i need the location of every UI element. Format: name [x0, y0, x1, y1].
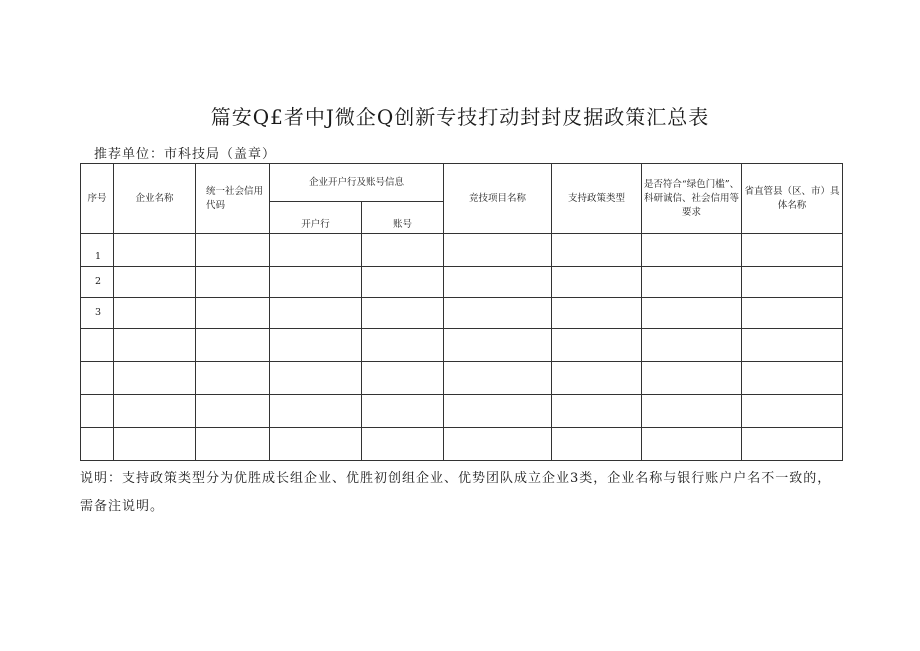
- table-header-row: [81, 164, 843, 202]
- summary-table: [80, 163, 843, 461]
- cell: [270, 329, 362, 362]
- cell: [196, 298, 270, 329]
- cell: [444, 428, 552, 461]
- cell: [114, 298, 196, 329]
- cell: [362, 234, 444, 267]
- table-row: [81, 267, 843, 298]
- row-seq: 1: [81, 234, 114, 267]
- document-title: 篇安Q£者中J微企Q创新专技打动封封皮据政策汇总表: [210, 105, 710, 129]
- cell: [362, 395, 444, 428]
- cell: [362, 298, 444, 329]
- header-account: 账号: [362, 202, 444, 234]
- header-bank: 开户行: [270, 202, 362, 234]
- cell: [444, 362, 552, 395]
- cell: [444, 329, 552, 362]
- cell: [642, 298, 742, 329]
- cell: [552, 298, 642, 329]
- cell: [444, 298, 552, 329]
- cell: [742, 428, 843, 461]
- table-row: [81, 234, 843, 267]
- cell: [552, 428, 642, 461]
- note-text: 说明：支持政策类型分为优胜成长组企业、优胜初创组企业、优势团队成立企业3类，企业名称与银行账户户名不一致的，需备注说明。: [80, 471, 832, 514]
- cell: [114, 395, 196, 428]
- cell: [270, 234, 362, 267]
- cell: [196, 395, 270, 428]
- cell: [114, 362, 196, 395]
- cell: [742, 234, 843, 267]
- cell: [642, 395, 742, 428]
- cell: [742, 298, 843, 329]
- cell: [552, 395, 642, 428]
- cell: [362, 267, 444, 298]
- table-row: [81, 329, 843, 362]
- header-project: 竞技项目名称: [444, 164, 552, 234]
- cell: [362, 428, 444, 461]
- cell: [642, 329, 742, 362]
- cell: [742, 267, 843, 298]
- cell: [270, 267, 362, 298]
- header-company-name: 企业名称: [114, 164, 196, 234]
- cell: [114, 428, 196, 461]
- cell: [742, 395, 843, 428]
- cell: [196, 428, 270, 461]
- cell: [114, 234, 196, 267]
- table-row: [81, 395, 843, 428]
- cell: [196, 362, 270, 395]
- cell: [270, 298, 362, 329]
- header-green-threshold: 是否符合“绿色门槛”、科研诚信、社会信用等要求: [642, 164, 742, 234]
- cell: [270, 395, 362, 428]
- cell: [552, 267, 642, 298]
- row-seq: 3: [81, 298, 114, 329]
- header-credit-code: 统一社会信用代码: [196, 164, 270, 234]
- cell: [114, 267, 196, 298]
- cell: [642, 428, 742, 461]
- row-seq: [81, 362, 114, 395]
- cell: [642, 267, 742, 298]
- cell: [642, 234, 742, 267]
- table-row: [81, 428, 843, 461]
- cell: [362, 362, 444, 395]
- cell: [196, 234, 270, 267]
- cell: [270, 362, 362, 395]
- cell: [742, 329, 843, 362]
- cell: [552, 329, 642, 362]
- cell: [270, 428, 362, 461]
- recommender-line: 推荐单位：市科技局（盖章）: [94, 147, 277, 162]
- header-account-info: 企业开户行及账号信息: [270, 164, 444, 202]
- cell: [552, 362, 642, 395]
- cell: [114, 329, 196, 362]
- row-seq: [81, 395, 114, 428]
- cell: [742, 362, 843, 395]
- cell: [552, 234, 642, 267]
- cell: [444, 234, 552, 267]
- cell: [362, 329, 444, 362]
- header-seq: 序号: [81, 164, 114, 234]
- table-row: [81, 298, 843, 329]
- table-row: [81, 362, 843, 395]
- row-seq: [81, 329, 114, 362]
- cell: [642, 362, 742, 395]
- row-seq: [81, 428, 114, 461]
- cell: [196, 267, 270, 298]
- cell: [444, 395, 552, 428]
- cell: [196, 329, 270, 362]
- header-county: 省直管县（区、市）具体名称: [742, 164, 843, 234]
- row-seq: 2: [81, 267, 114, 298]
- cell: [444, 267, 552, 298]
- header-policy-type: 支持政策类型: [552, 164, 642, 234]
